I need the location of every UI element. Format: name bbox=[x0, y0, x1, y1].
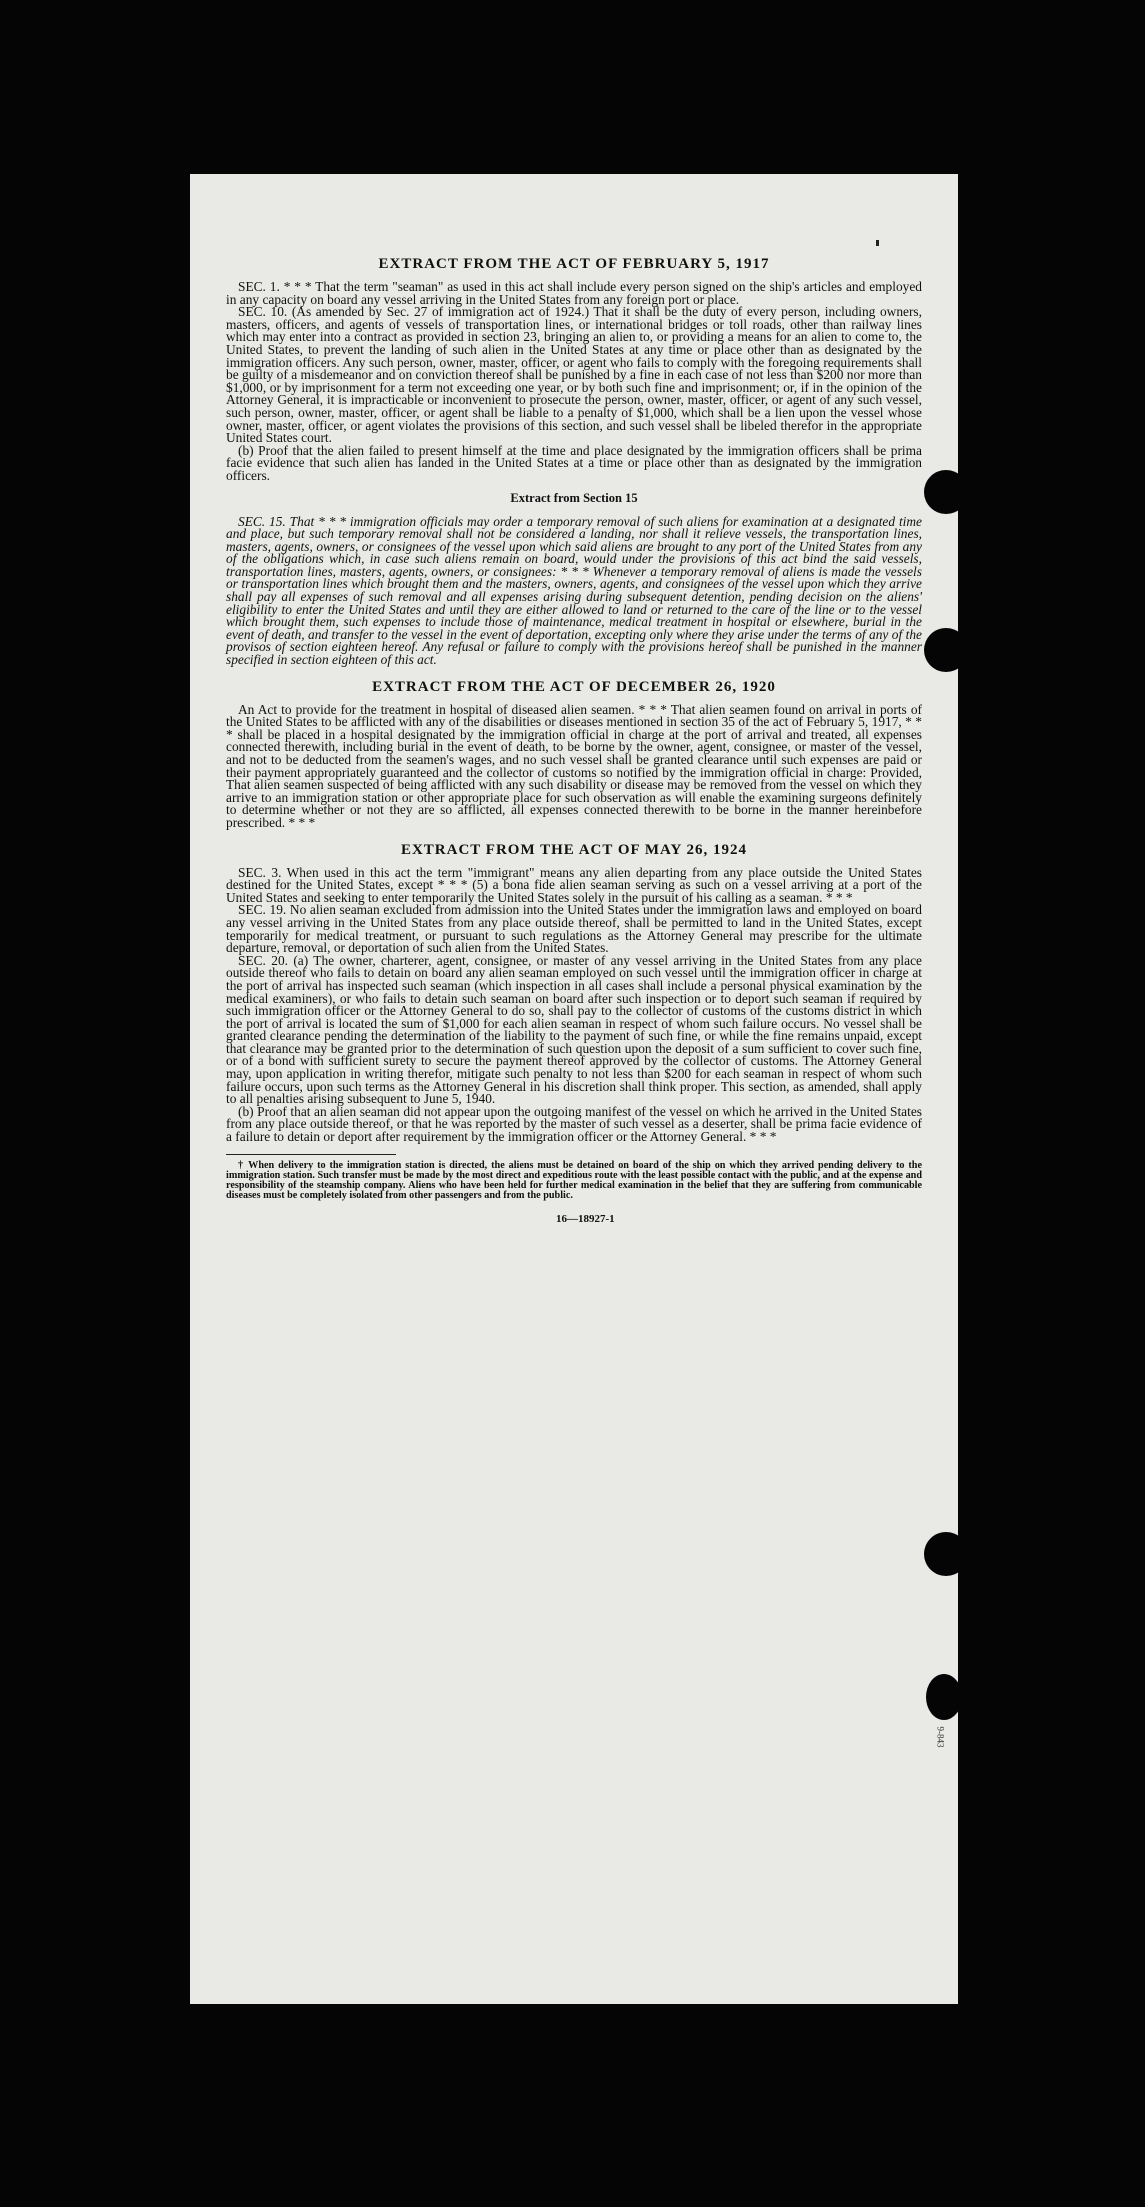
heading-act-1924: EXTRACT FROM THE ACT OF MAY 26, 1924 bbox=[400, 841, 748, 858]
section-15 bbox=[226, 513, 922, 668]
heading-act-1917: EXTRACT FROM THE ACT OF FEBRUARY 5, 1917 bbox=[378, 256, 770, 272]
section-1920 bbox=[226, 701, 922, 830]
paragraph-sec-1: SEC. 1. * * * That the term "seaman" as used in this act shall include every person signed on the ship's articles and employed in any capacity on board any vessel arriving in the United States from any foreign port or place. bbox=[226, 279, 922, 307]
paragraph-sec-19: SEC. 19. No alien seaman excluded from admission into the United States under the immigration laws and employed on board any vessel arriving in the United States from any place outside thereof, shall be permitted to land in the United States, except temporarily for medical treatment, or pursuant to such regulations as the Attorney General may prescribe for the ultimate departure, removal, or deportation of such alien from the United States. bbox=[226, 902, 922, 956]
subheading-section-15: Extract from Section 15 bbox=[510, 490, 638, 505]
paragraph-sec-10: SEC. 10. (As amended by Sec. 27 of immigration act of 1924.) That it shall be the duty of every person, including owners, masters, officers, and agents of vessels of transportation lines, or international bridges or toll roads, other than railway lines which may enter into a contract as provided in section 23, bringing an alien to, or providing a means for an alien to come to, the United States, to prevent the landing of such alien in the United States at any time or place other than as designated by the immigration officers. Any such person, owner, master, officer, or agent who fails to comply with the foregoing requirements shall be guilty of a misdemeanor and on conviction thereof shall be punished by a fine in each case of not less than $200 nor more than $1,000, or by imprisonment for a term not exceeding one year, or by both such fine and imprisonment; or, if in the opinion of the Attorney General, it is impracticable or inconvenient to prosecute the person, owner, master, officer, or agent of any such vessel, such person, owner, master, officer, or agent shall be liable to a penalty of $1,000, which shall be a lien upon the vessel whose owner, master, officer, or agent violates the provisions of this section, and such vessel shall be libeled therefor in the appropriate United States court. bbox=[226, 304, 922, 446]
section-1917 bbox=[226, 281, 922, 483]
corner-speck bbox=[876, 240, 879, 246]
document-page bbox=[190, 174, 958, 2004]
paragraph-sec-10b: (b) Proof that the alien failed to present himself at the time and place designated by the immigration officers shall be prima facie evidence that such alien has landed in the United States at a time or place other than as designated by the immigration officers. bbox=[226, 442, 922, 483]
punch-hole-icon bbox=[926, 1674, 958, 1720]
paragraph-sec-3: SEC. 3. When used in this act the term "immigrant" means any alien departing from any place outside the United States destined for the United States, except * * * (5) a bona fide alien seaman serving as such on a vessel arriving at a port of the United States and seeking to enter temporarily the United States solely in the pursuit of his calling as a seaman. * * * bbox=[226, 864, 922, 905]
punch-hole-icon bbox=[924, 1532, 958, 1576]
section-1924 bbox=[226, 864, 922, 1145]
paragraph-sec-20b: (b) Proof that an alien seaman did not appear upon the outgoing manifest of the vessel on which he arrived in the United States from any place outside thereof, or that he was reported by the master of such vessel as a deserter, shall be prima facie evidence of a failure to detain or deport after requirement by the immigration officer or the Attorney General. * * * bbox=[226, 1103, 922, 1145]
heading-act-1920: EXTRACT FROM THE ACT OF DECEMBER 26, 1920 bbox=[372, 678, 776, 695]
paragraph-sec-20a: SEC. 20. (a) The owner, charterer, agent, consignee, or master of any vessel arriving in the United States from any place outside thereof who fails to detain on board any alien seaman employed on such vessel until the immigration officer in charge at the port of arrival has inspected such seaman (which inspection in all cases shall include a personal physical examination by the medical examiners), or who fails to detain such seaman on board after such inspection or to deport such seaman if required by such immigration officer or the Attorney General to do so, shall pay to the collector of customs of the customs district in which the port of arrival is located the sum of $1,000 for each alien seaman in respect of whom such failure occurs. No vessel shall be granted clearance pending the determination of the liability to the payment of such fine, or while the fine remains unpaid, except that clearance may be granted prior to the determination of such question upon the deposit of a sum sufficient to cover such fine, or of a bond with sufficient surety to secure the payment thereof approved by the collector of customs. The Attorney General may, upon application in writing therefor, mitigate such penalty to not less than $200 for each seaman in respect of whom such failure occurs, upon such terms as the Attorney General in his discretion shall think proper. This section, as amended, shall apply to all penalties arising subsequent to June 5, 1940. bbox=[226, 952, 922, 1107]
footnote-divider bbox=[226, 1154, 396, 1155]
form-number: 16—18927-1 bbox=[556, 1212, 615, 1225]
punch-hole-icon bbox=[924, 470, 958, 514]
margin-stamp: 9-843 bbox=[935, 1726, 946, 1748]
paragraph-act-1920: An Act to provide for the treatment in hospital of diseased alien seamen. * * * That alien seamen found on arrival in ports of the United States to be afflicted with any of the disabilities or diseases mentioned in section 35 of the act of February 5, 1917, * * * shall be placed in a hospital designated by the immigration official in charge at the port of arrival and treated, all expenses connected therewith, including burial in the event of death, to be borne by the owner, agent, consignee, or master of the vessel, and not to be deducted from the seamen's wages, and no such vessel shall be granted clearance until such expenses are paid or their payment appropriately guaranteed and the collector of customs so notified by the immigration official in charge: Provided, That alien seamen suspected of being afflicted with any such disability or disease may be removed from the vessel on which they arrive to an immigration station or other appropriate place for such observation as will enable the examining surgeons definitely to determine whether or not they are so afflicted, all expenses connected therewith to be borne in the manner hereinbefore prescribed. * * * bbox=[226, 701, 922, 830]
punch-hole-icon bbox=[924, 628, 958, 672]
paragraph-sec-15: SEC. 15. That * * * immigration officials may order a temporary removal of such aliens for examination at a designated time and place, but such temporary removal shall not be considered a landing, nor shall it relieve vessels, the transportation lines, masters, agents, owners, or consignees of the vessel upon which said aliens are brought to any port of the United States from any of the obligations which, in case such aliens remain on board, would under the provisions of this act bind the said vessels, transportation lines, masters, agents, owners, or consignees: * * * Whenever a temporary removal of aliens is made the vessels or transportation lines which brought them and the masters, owners, agents, and consignees of the vessel upon which they arrive shall pay all expenses of such removal and all expenses arising during subsequent detention, pending decision on the aliens' eligibility to enter the United States and until they are either allowed to land or returned to the care of the line or to the vessel which brought them, such expenses to include those of maintenance, medical treatment in hospital or elsewhere, burial in the event of death, and transfer to the vessel in the event of deportation, excepting only where they arise under the terms of any of the provisos of section eighteen hereof. Any refusal or failure to comply with the provisions hereof shall be punished in the manner specified in section eighteen of this act. bbox=[226, 513, 922, 668]
footnote: † When delivery to the immigration station is directed, the aliens must be detained on board of the ship on which they arrived pending delivery to the immigration station. Such transfer must be made by the most direct and expeditious route with the least possible contact with the public, and at the expense and responsibility of the steamship company. Aliens who have been held for further medical examination in the belief that they are suffering from communicable diseases must be completely isolated from other passengers and from the public. bbox=[226, 1159, 922, 1201]
